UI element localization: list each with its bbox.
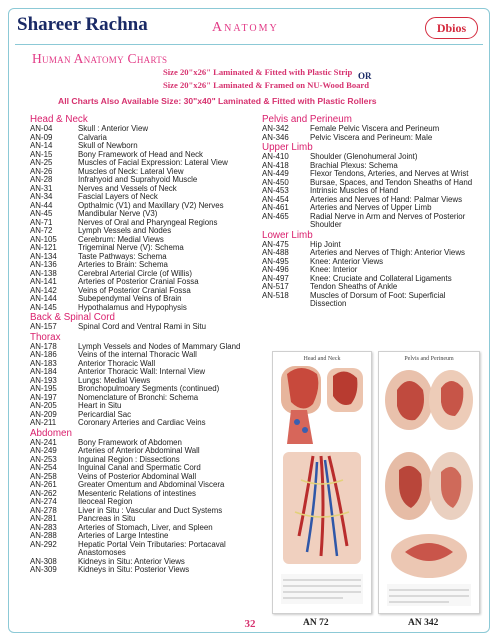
chart-title: Brachial Plexus: Schema — [310, 160, 398, 170]
chart-list-item — [30, 134, 248, 143]
chart-code: AN-138 — [30, 268, 57, 278]
poster-header: Head and Neck — [303, 356, 341, 362]
chart-title: Hepatic Portal Vein Tributaries: Portacaval Anastomoses — [78, 539, 226, 557]
chart-code: AN-309 — [30, 565, 57, 574]
chart-title: Female Pelvic Viscera and Perineum — [310, 124, 440, 133]
chart-code: AN-31 — [30, 183, 53, 193]
chart-code: AN-178 — [30, 341, 57, 351]
poster-header: Pelvis and Perineum — [404, 356, 454, 362]
size-line-1: Size 20"x26" Laminated & Fitted with Plastic Strip — [163, 67, 353, 77]
chart-title: Arteries and Nerves of Thigh: Anterior Views — [310, 248, 465, 257]
section-heading: Pelvis and Perineum — [262, 114, 352, 125]
chart-code: AN-04 — [30, 124, 53, 133]
chart-title: Hypothalamus and Hypophysis — [78, 302, 187, 312]
chart-title: Coronary Arteries and Cardiac Veins — [78, 418, 206, 427]
section-heading: Lower Limb — [262, 229, 313, 241]
chart-code: AN-72 — [30, 226, 53, 235]
chart-list-item — [262, 134, 484, 143]
chart-list-item — [30, 402, 248, 411]
chart-title: Subependymal Veins of Brain — [78, 294, 182, 303]
chart-code: AN-517 — [262, 282, 289, 291]
left-chart-list — [30, 114, 248, 575]
chart-code: AN-142 — [30, 285, 57, 295]
chart-title: Bronchopulmoary Segments (continued) — [78, 384, 220, 393]
all-charts-note: All Charts Also Available Size: 30"x40" Laminated & Fitted with Plastic Rollers — [58, 96, 377, 106]
chart-title: Arteries and Nerves of Hand: Palmar Views — [310, 194, 463, 204]
chart-code: AN-418 — [262, 160, 289, 170]
chart-title: Anterior Thoracic Wall — [78, 358, 156, 368]
chart-list-item — [30, 566, 248, 575]
chart-title: Muscles of Neck: Lateral View — [78, 166, 184, 176]
chart-title: Calvaria — [78, 132, 107, 142]
chart-code: AN-184 — [30, 367, 57, 376]
chart-title: Arteries to Brain: Schema — [78, 260, 168, 269]
chart-title: Kidneys in Situ: Anterior Views — [78, 556, 185, 566]
chart-title: Cerebrum: Medial Views — [78, 234, 164, 244]
chart-list-item — [262, 292, 484, 309]
chart-code: AN-475 — [262, 239, 289, 249]
chart-list-item — [30, 419, 248, 428]
chart-code: AN-197 — [30, 392, 57, 402]
chart-title: Nomenclature of Bronchi: Schema — [78, 392, 199, 402]
chart-code: AN-195 — [30, 384, 57, 393]
chart-code: AN-278 — [30, 505, 57, 515]
chart-list-item — [262, 258, 484, 267]
chart-title: Ileoceal Region — [78, 497, 133, 506]
chart-code: AN-274 — [30, 497, 57, 506]
chart-title: Flexor Tendons, Arteries, and Nerves at Wrist — [310, 169, 469, 178]
chart-code: AN-454 — [262, 194, 289, 204]
chart-title: Heart in Situ — [78, 401, 122, 410]
poster-head-and-neck — [272, 351, 372, 614]
chart-code: AN-34 — [30, 192, 53, 201]
chart-code: AN-261 — [30, 480, 57, 489]
chart-title: Mesenteric Relations of intestines — [78, 488, 196, 498]
chart-title: Shoulder (Glenohumeral Joint) — [310, 152, 418, 161]
chart-title: Intrinsic Muscles of Hand — [310, 186, 399, 195]
chart-code: AN-292 — [30, 539, 57, 549]
chart-code: AN-26 — [30, 166, 53, 176]
chart-code: AN-342 — [262, 124, 289, 133]
chart-title: Arteries and Nerves of Upper Limb — [310, 203, 432, 212]
chart-code: AN-14 — [30, 141, 53, 150]
poster-caption-an-72: AN 72 — [303, 618, 329, 628]
chart-code: AN-495 — [262, 256, 289, 266]
chart-title: Pericardial Sac — [78, 409, 132, 419]
chart-title: Mandibular Nerve (V3) — [78, 209, 158, 218]
chart-title: Taste Pathways: Schema — [78, 251, 167, 261]
head-neck-illustration — [273, 352, 371, 613]
chart-code: AN-186 — [30, 350, 57, 359]
or-label: OR — [358, 71, 372, 81]
chart-code: AN-105 — [30, 234, 57, 244]
chart-code: AN-144 — [30, 294, 57, 303]
chart-code: AN-71 — [30, 217, 53, 227]
chart-code: AN-308 — [30, 556, 57, 566]
chart-code: AN-258 — [30, 471, 57, 481]
chart-code: AN-44 — [30, 200, 53, 210]
chart-title: Pancreas in Situ — [78, 514, 136, 523]
chart-title: Greater Omentum and Abdominal Viscera — [78, 480, 225, 489]
chart-title: Lungs: Medial Views — [78, 375, 151, 385]
chart-title: Bursae, Spaces, and Tendon Sheaths of Hand — [310, 177, 473, 187]
chart-code: AN-145 — [30, 302, 57, 312]
chart-title: Arteries of Stomach, Liver, and Spleen — [78, 522, 213, 532]
chart-code: AN-465 — [262, 211, 289, 221]
chart-title: Infrahyoid and Suprahyoid Muscle — [78, 175, 198, 184]
poster-pelvis-and-perineum — [378, 351, 480, 614]
chart-code: AN-497 — [262, 273, 289, 283]
chart-title: Bony Framework of Abdomen — [78, 437, 182, 447]
chart-code: AN-09 — [30, 132, 53, 142]
chart-code: AN-121 — [30, 243, 57, 252]
chart-title: Veins of Posterior Cranial Fossa — [78, 285, 191, 295]
chart-list-item — [30, 541, 248, 558]
section-title: Human Anatomy Charts — [32, 51, 168, 66]
chart-list-item — [30, 394, 248, 403]
chart-title: Nerves and Vessels of Neck — [78, 183, 177, 193]
chart-code: AN-28 — [30, 175, 53, 184]
chart-title: Veins of Posterior Abdominal Wall — [78, 471, 197, 481]
chart-code: AN-134 — [30, 251, 57, 261]
chart-code: AN-141 — [30, 277, 57, 286]
chart-list-item — [30, 490, 248, 499]
chart-code: AN-211 — [30, 418, 57, 427]
chart-code: AN-241 — [30, 437, 57, 447]
chart-title: Cerebral Arterial Circle (of Willis) — [78, 268, 192, 278]
chart-code: AN-518 — [262, 290, 289, 300]
chart-title: Inguinal Canal and Spermatic Cord — [78, 463, 201, 472]
chart-list-item — [30, 507, 248, 516]
chart-code: AN-15 — [30, 149, 53, 159]
chart-code: AN-253 — [30, 454, 57, 464]
chart-list-item — [30, 125, 248, 134]
pelvis-illustration — [379, 352, 479, 613]
chart-title: Anterior Thoracic Wall: Internal View — [78, 367, 206, 376]
chart-title: Hip Joint — [310, 239, 341, 249]
chart-code: AN-453 — [262, 186, 289, 195]
chart-code: AN-281 — [30, 514, 57, 523]
chart-title: Inguinal Region : Dissections — [78, 454, 180, 464]
header-title: Anatomy — [212, 20, 279, 35]
chart-code: AN-288 — [30, 531, 57, 540]
chart-title: Arteries of Large Intestine — [78, 531, 169, 540]
chart-title: Opthalmic (V1) and Maxillary (V2) Nerves — [78, 200, 224, 210]
dbios-logo: Dbios — [425, 17, 478, 39]
chart-code: AN-249 — [30, 446, 57, 455]
chart-list-item — [30, 304, 248, 313]
page-number: 32 — [244, 618, 256, 630]
chart-title: Knee: Interior — [310, 265, 358, 274]
chart-title: Arteries of Anterior Abdominal Wall — [78, 446, 200, 455]
chart-title: Bony Framework of Head and Neck — [78, 149, 203, 159]
chart-code: AN-209 — [30, 409, 57, 419]
chart-title: Pelvic Viscera and Perineum: Male — [310, 132, 433, 142]
chart-code: AN-461 — [262, 203, 289, 212]
chart-title: Tendon Sheaths of Ankle — [310, 282, 398, 291]
chart-title: Kidneys in Situ: Posterior Views — [78, 565, 190, 574]
chart-title: Skull of Newborn — [78, 141, 138, 150]
chart-code: AN-193 — [30, 375, 57, 385]
chart-title: Muscles of Facial Expression: Lateral View — [78, 158, 228, 167]
chart-code: AN-157 — [30, 322, 57, 331]
chart-title: Arteries of Posterior Cranial Fossa — [78, 277, 199, 286]
header-divider — [15, 44, 483, 45]
chart-code: AN-45 — [30, 209, 53, 218]
chart-list-item — [262, 213, 484, 230]
chart-title: Spinal Cord and Ventral Rami in Situ — [78, 322, 207, 331]
chart-code: AN-136 — [30, 260, 57, 269]
chart-title: Trigeminal Nerve (V): Schema — [78, 243, 184, 252]
chart-code: AN-346 — [262, 132, 289, 142]
chart-title: Veins of the internal Thoracic Wall — [78, 350, 197, 359]
chart-title: Lymph Vessels and Nodes of Mammary Gland — [78, 341, 241, 351]
chart-code: AN-25 — [30, 158, 53, 167]
chart-code: AN-205 — [30, 401, 57, 410]
size-line-2: Size 20"x26" Laminated & Framed on NU-Wood Board — [163, 80, 370, 90]
poster-caption-an-342: AN 342 — [408, 618, 439, 628]
chart-code: AN-450 — [262, 177, 289, 187]
chart-list-item — [30, 323, 248, 332]
brand-name: Shareer Rachna — [17, 14, 148, 35]
chart-code: AN-410 — [262, 152, 289, 161]
chart-title: Skull : Anterior View — [78, 124, 149, 133]
chart-code: AN-449 — [262, 169, 289, 178]
section-heading: Back & Spinal Cord — [30, 312, 115, 323]
chart-code: AN-496 — [262, 265, 289, 274]
section-heading: Abdomen — [30, 427, 72, 439]
chart-title: Knee: Anterior Views — [310, 256, 384, 266]
chart-code: AN-488 — [262, 248, 289, 257]
chart-code: AN-262 — [30, 488, 57, 498]
section-heading: Upper Limb — [262, 142, 313, 153]
chart-title: Knee: Cruciate and Collateral Ligaments — [310, 273, 452, 283]
chart-title: Liver in Situ : Vascular and Duct Systems — [78, 505, 223, 515]
chart-title: Lymph Vessels and Nodes — [78, 226, 172, 235]
chart-code: AN-254 — [30, 463, 57, 472]
section-heading: Head & Neck — [30, 114, 88, 125]
right-chart-list — [262, 114, 484, 309]
chart-code: AN-183 — [30, 358, 57, 368]
chart-code: AN-283 — [30, 522, 57, 532]
chart-title: Muscles of Dorsum of Foot: Superficial Dissection — [310, 290, 446, 308]
section-heading: Thorax — [30, 331, 61, 343]
chart-title: Radial Nerve in Arm and Nerves of Posterior Shoulder — [310, 211, 466, 229]
chart-title: Fascial Layers of Neck — [78, 192, 158, 201]
chart-title: Nerves of Oral and Pharyngeal Regions — [78, 217, 218, 227]
